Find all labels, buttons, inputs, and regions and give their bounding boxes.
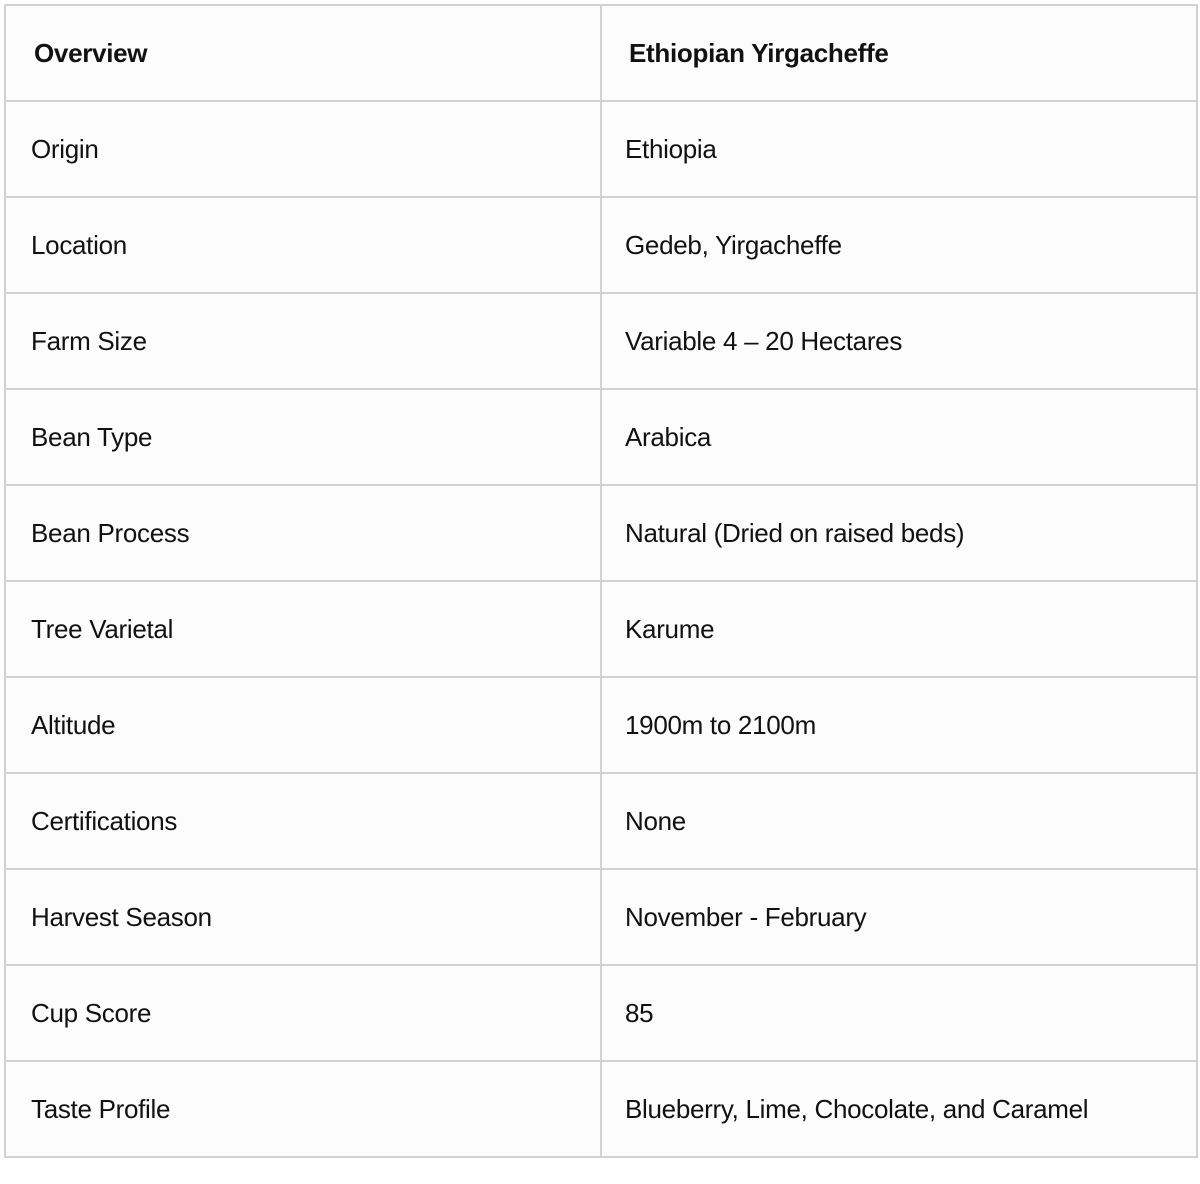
row-value: Ethiopia <box>601 101 1197 197</box>
row-label: Location <box>5 197 601 293</box>
row-value: Natural (Dried on raised beds) <box>601 485 1197 581</box>
table-row <box>5 581 1197 677</box>
row-label: Cup Score <box>5 965 601 1061</box>
row-value: Variable 4 – 20 Hectares <box>601 293 1197 389</box>
row-value: None <box>601 773 1197 869</box>
table-header-row <box>5 5 1197 101</box>
row-label: Altitude <box>5 677 601 773</box>
table-row <box>5 1061 1197 1157</box>
row-label: Origin <box>5 101 601 197</box>
row-value: November - February <box>601 869 1197 965</box>
row-value: Arabica <box>601 389 1197 485</box>
row-label: Certifications <box>5 773 601 869</box>
column-header-coffee-name: Ethiopian Yirgacheffe <box>601 5 1197 101</box>
coffee-overview-table <box>4 4 1198 1158</box>
row-value: Karume <box>601 581 1197 677</box>
table-row <box>5 965 1197 1061</box>
table-row <box>5 869 1197 965</box>
table-row <box>5 293 1197 389</box>
table-row <box>5 773 1197 869</box>
row-label: Bean Type <box>5 389 601 485</box>
table-row <box>5 677 1197 773</box>
table-row <box>5 389 1197 485</box>
row-label: Farm Size <box>5 293 601 389</box>
row-value: Blueberry, Lime, Chocolate, and Caramel <box>601 1061 1197 1157</box>
row-label: Bean Process <box>5 485 601 581</box>
table-row <box>5 485 1197 581</box>
row-value: 85 <box>601 965 1197 1061</box>
row-value: Gedeb, Yirgacheffe <box>601 197 1197 293</box>
row-value: 1900m to 2100m <box>601 677 1197 773</box>
row-label: Taste Profile <box>5 1061 601 1157</box>
table-row <box>5 197 1197 293</box>
row-label: Harvest Season <box>5 869 601 965</box>
table-row <box>5 101 1197 197</box>
row-label: Tree Varietal <box>5 581 601 677</box>
column-header-overview: Overview <box>5 5 601 101</box>
